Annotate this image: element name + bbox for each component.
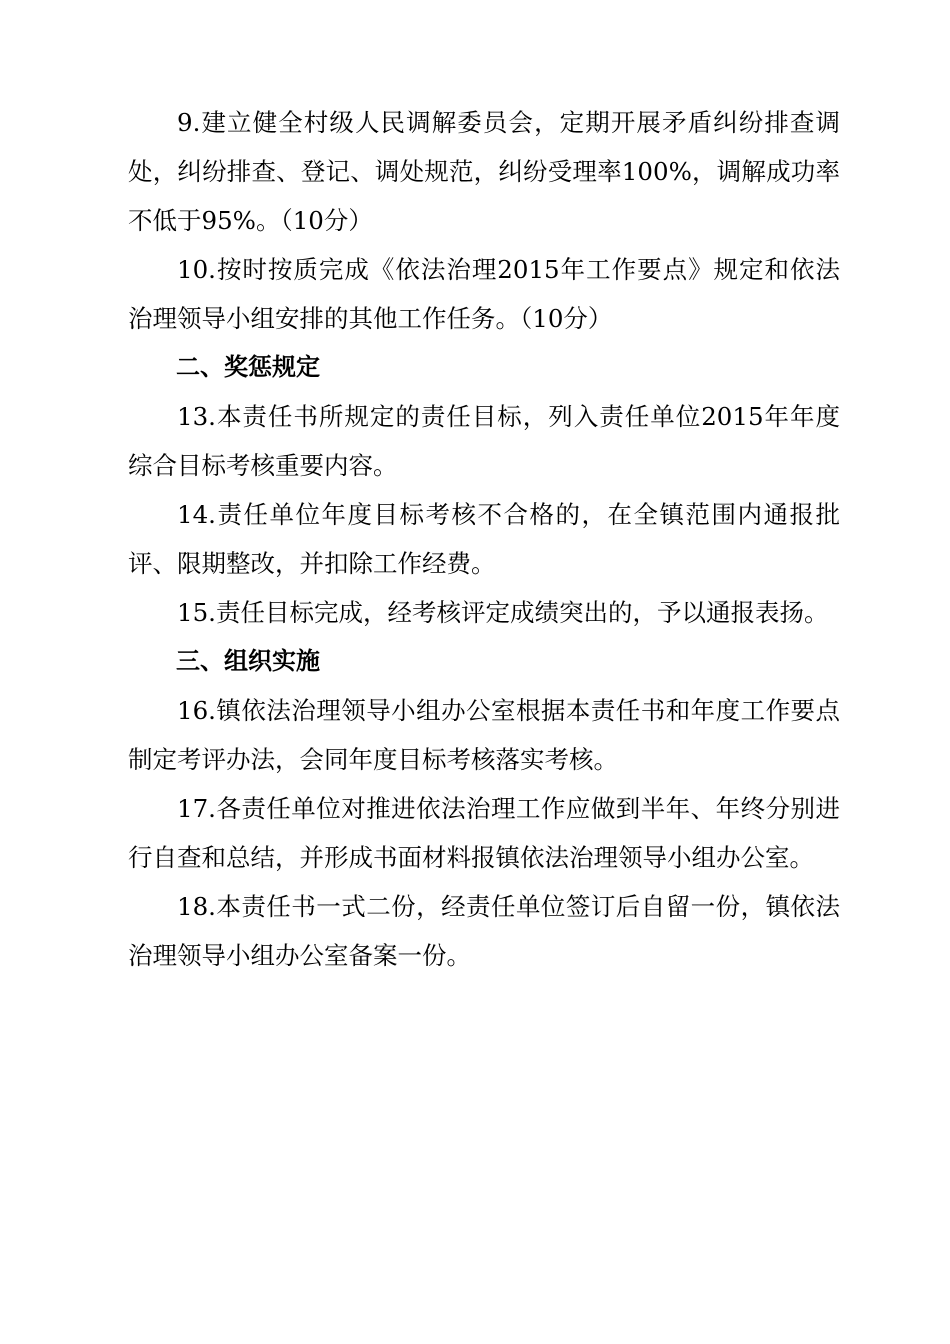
item-13: 13.本责任书所规定的责任目标，列入责任单位2015年年度综合目标考核重要内容。 bbox=[128, 402, 840, 480]
item-17: 17.各责任单位对推进依法治理工作应做到半年、年终分别进行自查和总结，并形成书面材料报镇依法治理领导小组办公室。 bbox=[128, 794, 840, 872]
item-14: 14.责任单位年度目标考核不合格的，在全镇范围内通报批评、限期整改，并扣除工作经费。 bbox=[128, 500, 840, 578]
item-9: 9.建立健全村级人民调解委员会，定期开展矛盾纠纷排查调处，纠纷排查、登记、调处规范，纠纷受理率100%，调解成功率不低于95%。（10分） bbox=[128, 108, 840, 235]
item-10: 10.按时按质完成《依法治理2015年工作要点》规定和依法治理领导小组安排的其他工作任务。（10分） bbox=[128, 255, 840, 333]
section-heading-rewards-penalties: 二、奖惩规定 bbox=[176, 353, 320, 381]
section-heading-implementation: 三、组织实施 bbox=[176, 647, 320, 675]
item-16: 16.镇依法治理领导小组办公室根据本责任书和年度工作要点制定考评办法，会同年度目标考核落实考核。 bbox=[128, 696, 840, 774]
item-18: 18.本责任书一式二份，经责任单位签订后自留一份，镇依法治理领导小组办公室备案一份。 bbox=[128, 892, 840, 970]
item-15: 15.责任目标完成，经考核评定成绩突出的，予以通报表扬。 bbox=[177, 598, 829, 627]
document-body bbox=[128, 98, 840, 980]
